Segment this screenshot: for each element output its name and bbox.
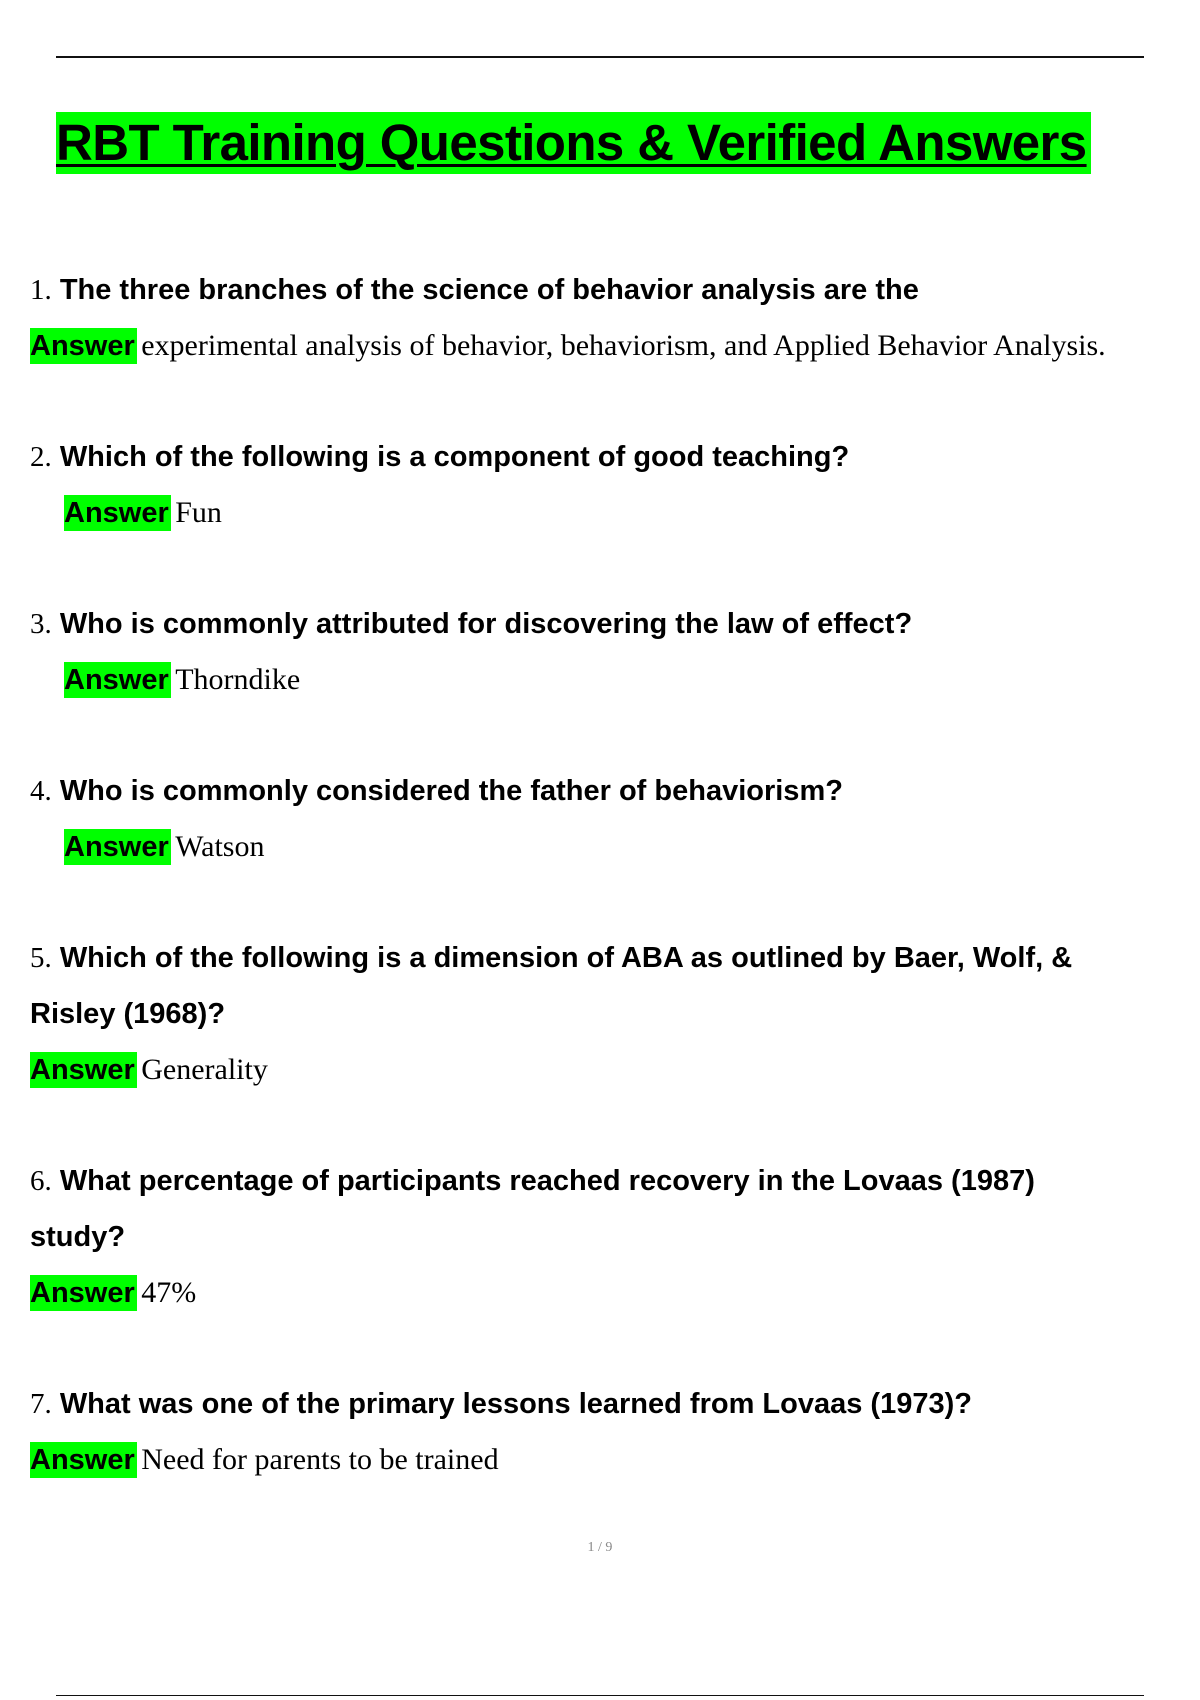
- question-number: 5.: [30, 942, 52, 974]
- qa-item-7: [0, 1376, 1200, 1493]
- question-text: Which of the following is a component of good teaching?: [59, 441, 850, 473]
- answer-label: Answer: [30, 1054, 135, 1086]
- question-line: [0, 1153, 1200, 1209]
- question-text: Who is commonly considered the father of behaviorism?: [59, 775, 843, 807]
- title-block: [56, 112, 1176, 176]
- question-number: 7.: [30, 1388, 52, 1420]
- question-line: [0, 930, 1200, 986]
- answer-text: Generality: [141, 1053, 268, 1086]
- answer-line: [0, 1042, 1200, 1103]
- question-text: The three branches of the science of behavior analysis are the: [59, 274, 919, 306]
- answer-text: Thorndike: [175, 663, 301, 696]
- qa-item-2: [0, 429, 1200, 546]
- document-title: RBT Training Questions & Verified Answers: [56, 112, 1091, 174]
- question-line: [0, 763, 1200, 819]
- answer-line: [0, 652, 1200, 713]
- question-text-continued: Risley (1968)?: [30, 998, 226, 1030]
- answer-label: Answer: [30, 1277, 135, 1309]
- answer-line: [0, 819, 1200, 880]
- question-line: [0, 596, 1200, 652]
- question-text: Which of the following is a dimension of ABA as outlined by Baer, Wolf, &: [59, 942, 1073, 974]
- answer-label: Answer: [30, 1444, 135, 1476]
- answer-label: Answer: [64, 831, 169, 863]
- question-text: Who is commonly attributed for discovering the law of effect?: [59, 608, 913, 640]
- question-number: 1.: [30, 274, 52, 306]
- question-text: What was one of the primary lessons learned from Lovaas (1973)?: [59, 1388, 972, 1420]
- question-line: [0, 429, 1200, 485]
- answer-text: 47%: [141, 1276, 197, 1309]
- qa-item-6: [0, 1153, 1200, 1326]
- top-rule: [56, 56, 1144, 58]
- question-number: 2.: [30, 441, 52, 473]
- answer-text: experimental analysis of behavior, behaviorism, and Applied Behavior Analysis.: [141, 329, 1106, 362]
- question-number: 3.: [30, 608, 52, 640]
- qa-item-1: [0, 262, 1200, 379]
- question-number: 6.: [30, 1165, 52, 1197]
- answer-line: [0, 1265, 1200, 1326]
- page-number: 1 / 9: [587, 1540, 613, 1555]
- question-line-continued: [0, 1209, 1200, 1265]
- answer-text: Fun: [175, 496, 222, 529]
- bottom-rule: [56, 1695, 1144, 1696]
- answer-label: Answer: [30, 330, 135, 362]
- answer-label: Answer: [64, 664, 169, 696]
- answer-text: Watson: [175, 830, 265, 863]
- question-line: [0, 1376, 1200, 1432]
- qa-item-3: [0, 596, 1200, 713]
- question-line-continued: [0, 986, 1200, 1042]
- qa-item-4: [0, 763, 1200, 880]
- question-number: 4.: [30, 775, 52, 807]
- qa-item-5: [0, 930, 1200, 1103]
- answer-line: [0, 318, 1200, 379]
- question-text-continued: study?: [30, 1221, 126, 1253]
- answer-text: Need for parents to be trained: [141, 1443, 499, 1476]
- question-text: What percentage of participants reached recovery in the Lovaas (1987): [59, 1165, 1035, 1197]
- question-line: [0, 262, 1200, 318]
- answer-line: [0, 1432, 1200, 1493]
- answer-line: [0, 485, 1200, 546]
- answer-label: Answer: [64, 497, 169, 529]
